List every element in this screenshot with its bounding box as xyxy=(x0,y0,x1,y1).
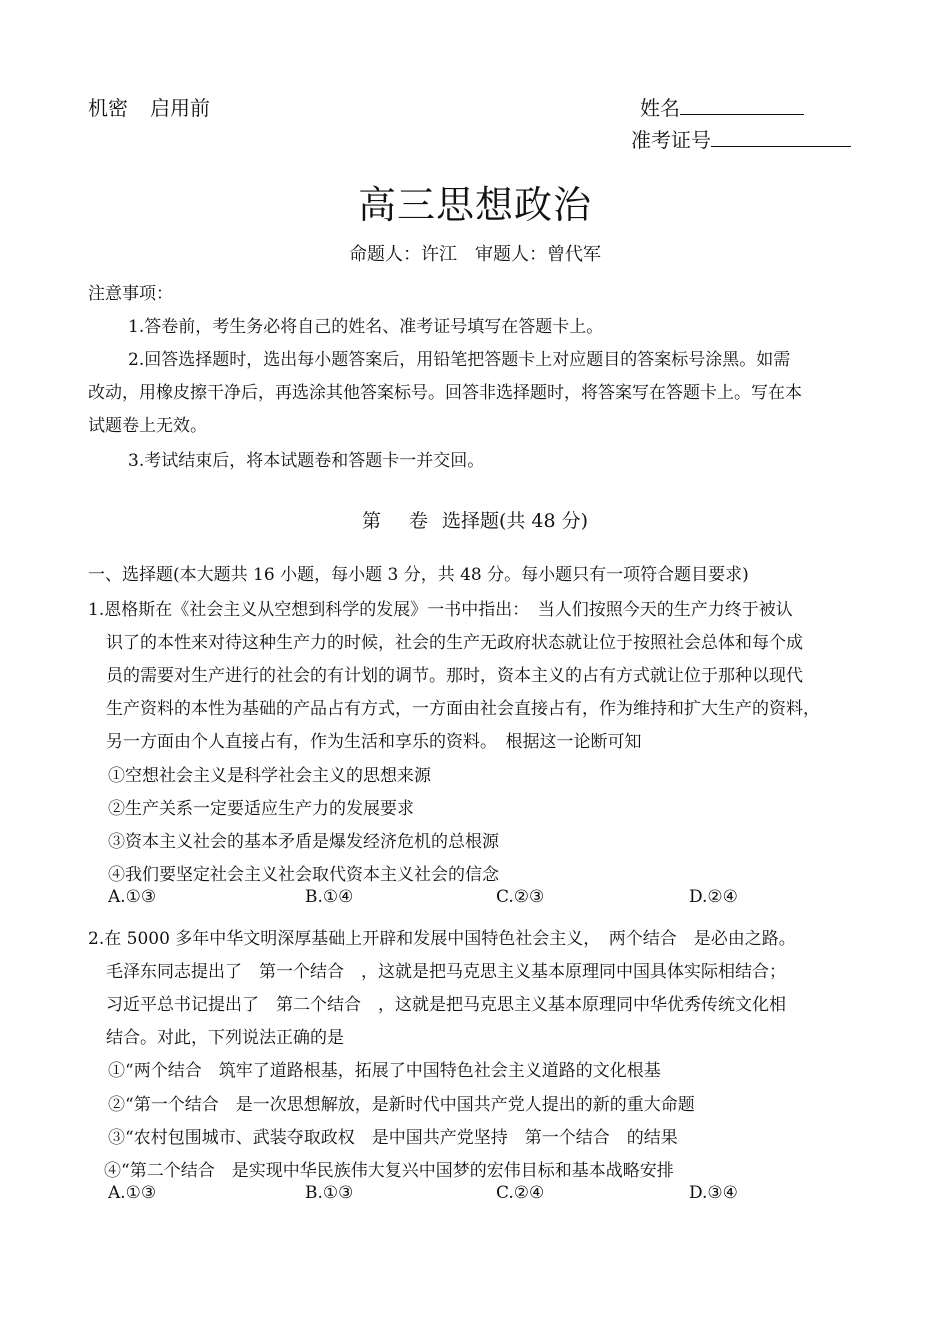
name-field[interactable] xyxy=(640,92,804,121)
name-blank[interactable] xyxy=(680,114,804,115)
confidential-text: 机密 xyxy=(88,96,128,120)
q1-item-2: ②生产关系一定要适应生产力的发展要求 xyxy=(108,799,414,819)
notice-line-2: 2.回答选择题时，选出每小题答案后，用铅笔把答题卡上对应题目的答案标号涂黑。如需 xyxy=(128,350,791,370)
page-title: 高三思想政治 xyxy=(357,183,592,227)
q2-item-1: ①“两个结合 筑牢了道路根基，拓展了中国特色社会主义道路的文化根基 xyxy=(108,1061,661,1081)
exam-id-label: 准考证号 xyxy=(631,128,711,152)
q2-item-2: ②“第一个结合 是一次思想解放，是新时代中国共产党人提出的新的重大命题 xyxy=(108,1095,695,1115)
q2-stem-line-1: 2.在 5000 多年中华文明深厚基础上开辟和发展中国特色社会主义， 两个结合 是必由之路。 xyxy=(88,929,796,949)
q2-stem-line-2: 毛泽东同志提出了 第一个结合 ，这就是把马克思主义基本原理同中国具体实际相结合； xyxy=(106,962,786,982)
q1-stem-line-3: 员的需要对生产进行的社会的有计划的调节。那时，资本主义的占有方式就让位于那种以现代 xyxy=(106,666,803,686)
q2-item-3: ③“农村包围城市、武装夺取政权 是中国共产党坚持 第一个结合 的结果 xyxy=(108,1128,678,1148)
name-label: 姓名 xyxy=(640,96,680,120)
exam-id-blank[interactable] xyxy=(711,146,851,147)
q1-stem-line-4: 生产资料的本性为基础的产品占有方式，一方面由社会直接占有，作为维持和扩大生产的资料， xyxy=(106,699,820,719)
q2-stem-line-4: 结合。对此，下列说法正确的是 xyxy=(106,1028,344,1048)
section-part-second: 卷 xyxy=(408,510,428,532)
q1-option-c[interactable]: C.②③ xyxy=(496,887,545,907)
q2-option-d[interactable]: D.③④ xyxy=(689,1183,738,1203)
q2-option-c[interactable]: C.②④ xyxy=(496,1183,545,1203)
section-part-first: 第 xyxy=(361,510,381,532)
section-heading xyxy=(0,506,950,533)
q2-option-b[interactable]: B.①③ xyxy=(305,1183,354,1203)
q1-option-b[interactable]: B.①④ xyxy=(305,887,354,907)
confidential-label xyxy=(88,92,210,121)
q1-stem-line-5: 另一方面由个人直接占有，作为生活和享乐的资料。 根据这一论断可知 xyxy=(106,732,642,752)
q2-stem-line-3: 习近平总书记提出了 第二个结合 ，这就是把马克思主义基本原理同中华优秀传统文化相 xyxy=(106,995,786,1015)
q1-option-d[interactable]: D.②④ xyxy=(689,887,738,907)
q2-item-4: ④“第二个结合 是实现中华民族伟大复兴中国梦的宏伟目标和基本战略安排 xyxy=(104,1161,674,1181)
authors-line: 命题人：许江 审题人：曾代军 xyxy=(349,244,601,265)
q1-option-a[interactable]: A.①③ xyxy=(108,887,157,907)
notice-line-1: 1.答卷前，考生务必将自己的姓名、准考证号填写在答题卡上。 xyxy=(128,317,604,337)
notice-line-5: 3.考试结束后，将本试题卷和答题卡一并交回。 xyxy=(128,451,485,471)
q1-item-1: ①空想社会主义是科学社会主义的思想来源 xyxy=(108,766,431,786)
notice-line-4: 试题卷上无效。 xyxy=(88,416,207,436)
q2-option-a[interactable]: A.①③ xyxy=(108,1183,157,1203)
q1-item-3: ③资本主义社会的基本矛盾是爆发经济危机的总根源 xyxy=(108,832,499,852)
section-part-title: 选择题(共 48 分) xyxy=(441,510,589,532)
exam-id-field[interactable] xyxy=(631,124,851,153)
q1-stem-line-1: 1.恩格斯在《社会主义从空想到科学的发展》一书中指出： 当人们按照今天的生产力终于被认 xyxy=(88,600,793,620)
section-instruction: 一、选择题(本大题共 16 小题，每小题 3 分，共 48 分。每小题只有一项符合题目要求) xyxy=(88,565,749,585)
q1-stem-line-2: 识了的本性来对待这种生产力的时候，社会的生产无政府状态就让位于按照社会总体和每个成 xyxy=(106,633,803,653)
before-use-text: 启用前 xyxy=(150,96,210,120)
q1-item-4: ④我们要坚定社会主义社会取代资本主义社会的信念 xyxy=(108,865,499,885)
notice-heading: 注意事项： xyxy=(88,284,173,304)
notice-line-3: 改动，用橡皮擦干净后，再选涂其他答案标号。回答非选择题时，将答案写在答题卡上。写在本 xyxy=(88,383,802,403)
